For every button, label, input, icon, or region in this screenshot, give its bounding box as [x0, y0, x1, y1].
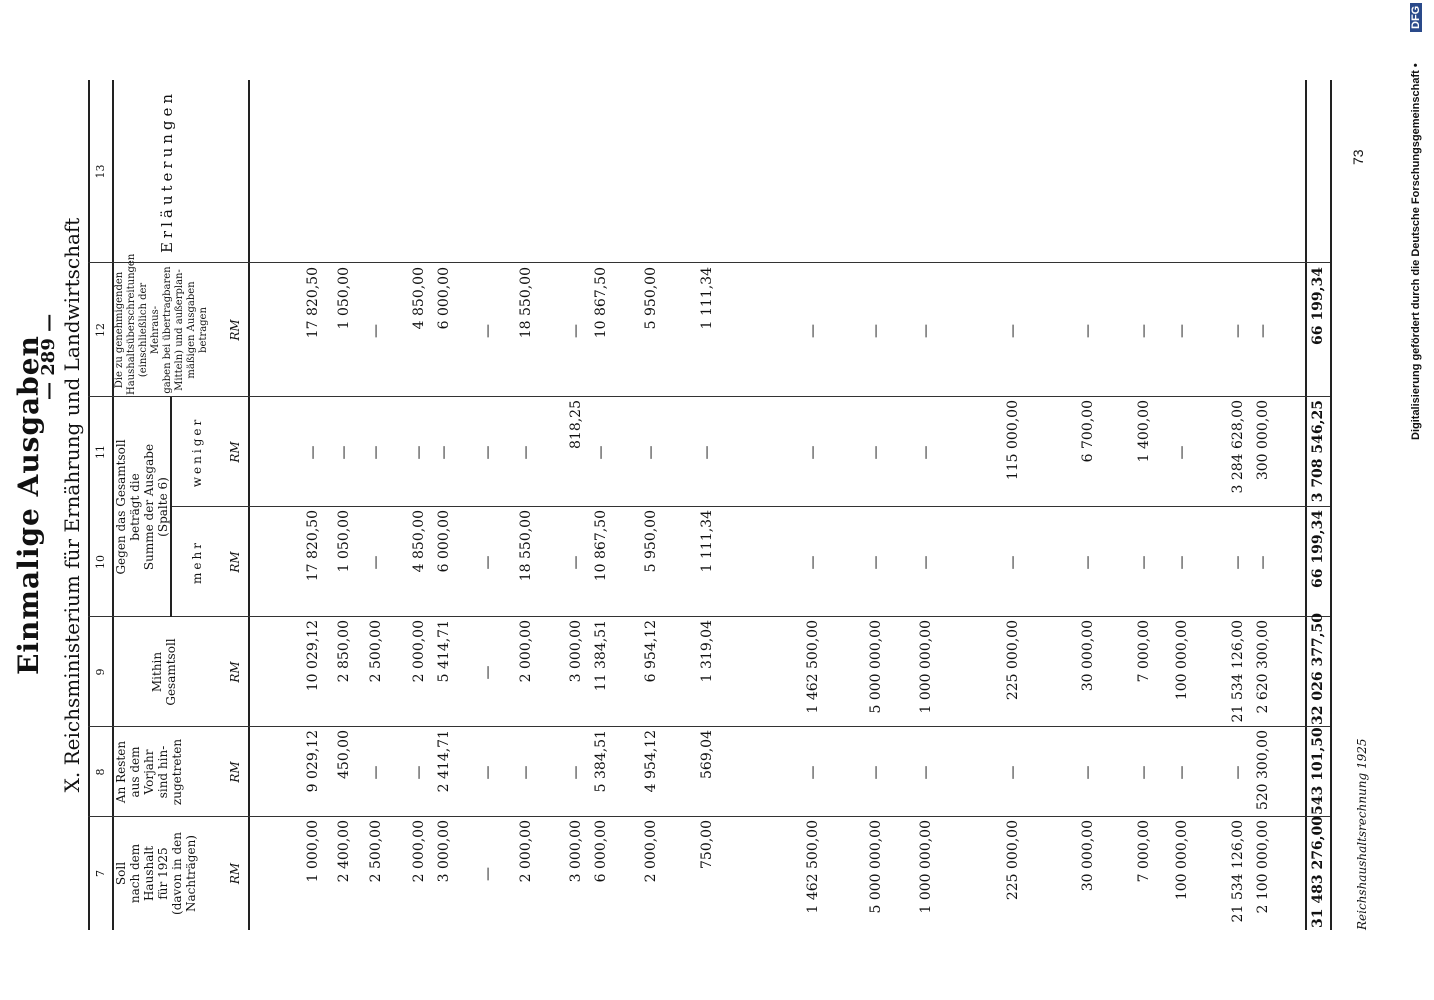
unit-8: RM: [228, 761, 242, 783]
cell-row13-c10: 18 550,00: [517, 510, 534, 582]
total-c7: 31 483 276,00: [1310, 815, 1326, 928]
total-c8: 543 101,50: [1310, 727, 1326, 815]
cell-row1-c9: 21 534 126,00: [1230, 620, 1246, 723]
unit-9: RM: [228, 661, 242, 683]
cell-row7-c7: 5 000 000,00: [867, 820, 884, 914]
cell-row18-c9: 2 850,00: [336, 620, 353, 683]
cell-row17-c9: 2 500,00: [367, 620, 384, 683]
col-divider-10: [170, 506, 1330, 507]
cell-row0-c11: 300 000,00: [1255, 400, 1271, 481]
cell-row16-c7: 2 000,00: [411, 820, 428, 883]
unit-10: RM: [228, 551, 242, 573]
cell-row5-c7: 225 000,00: [1005, 820, 1021, 901]
cell-row19-c10: 17 820,50: [305, 510, 321, 582]
cell-row16-c8: —: [411, 765, 428, 780]
cell-row9-c10: 1 111,34: [698, 510, 715, 573]
cell-row10-c9: 6 954,12: [642, 620, 659, 683]
cell-row18-c7: 2 400,00: [336, 820, 353, 883]
header-rule: [248, 80, 250, 930]
cell-row10-c8: 4 954,12: [642, 730, 659, 793]
cell-row15-c11: —: [436, 445, 453, 460]
cell-row0-c10: —: [1255, 555, 1271, 570]
cell-row18-c12: 1 050,00: [336, 267, 353, 330]
cell-row13-c8: —: [517, 765, 534, 780]
cell-row17-c10: —: [367, 555, 384, 570]
group-rule: [170, 397, 172, 617]
cell-row19-c7: 1 000,00: [305, 820, 321, 883]
cell-row12-c9: 3 000,00: [567, 620, 584, 683]
cell-row9-c9: 1 319,04: [698, 620, 715, 683]
folio-number: 73: [1350, 149, 1366, 165]
cell-row2-c7: 100 000,00: [1173, 820, 1190, 901]
cell-row14-c11: —: [480, 445, 496, 460]
cell-row11-c8: 5 384,51: [592, 730, 609, 793]
page-subheading: X. Reichsministerium für Ernährung und Landwirtschaft: [60, 217, 84, 793]
cell-row3-c11: 1 400,00: [1136, 400, 1153, 463]
cell-row4-c7: 30 000,00: [1080, 820, 1096, 892]
cell-row9-c7: 750,00: [698, 820, 715, 869]
header-ueberschreitungen: Die zu genehmigenden Haushaltsüberschreitungen (einschließlich der Mehraus- gaben bei übertragbaren Mitteln) und außerplan- mäßigen Ausgaben betragen: [114, 253, 209, 395]
cell-row6-c12: —: [917, 324, 934, 338]
cell-row1-c12: —: [1230, 324, 1246, 338]
cell-row8-c12: —: [805, 324, 821, 338]
cell-row12-c12: —: [567, 324, 584, 338]
cell-row19-c12: 17 820,50: [305, 267, 321, 339]
colno-10: 10: [94, 555, 107, 569]
cell-row15-c9: 5 414,71: [436, 620, 453, 683]
cell-row19-c11: —: [305, 445, 321, 460]
cell-row6-c7: 1 000 000,00: [917, 820, 934, 914]
cell-row17-c12: —: [367, 324, 384, 338]
cell-row8-c11: —: [805, 445, 821, 460]
totals-rule: [1305, 80, 1307, 930]
header-gesamtsoll: Mithin Gesamtsoll: [150, 638, 178, 706]
cell-row1-c10: —: [1230, 555, 1246, 570]
cell-row6-c10: —: [917, 555, 934, 570]
cell-row6-c9: 1 000 000,00: [917, 620, 934, 714]
page-footer: Reichshaushaltsrechnung 1925: [1355, 738, 1369, 930]
header-weniger: weniger: [190, 416, 204, 488]
cell-row16-c12: 4 850,00: [411, 267, 428, 330]
cell-row10-c10: 5 950,00: [642, 510, 659, 573]
cell-row14-c9: —: [480, 665, 496, 680]
header-soll: Soll nach dem Haushalt für 1925 (davon in den Nachträgen): [114, 832, 198, 915]
col-divider-11: [88, 396, 1330, 397]
cell-row13-c12: 18 550,00: [517, 267, 534, 339]
cell-row15-c7: 3 000,00: [436, 820, 453, 883]
cell-row15-c10: 6 000,00: [436, 510, 453, 573]
cell-row14-c12: —: [480, 324, 496, 338]
cell-row12-c11: 818,25: [567, 400, 584, 449]
cell-row13-c7: 2 000,00: [517, 820, 534, 883]
cell-row18-c8: 450,00: [336, 730, 353, 779]
cell-row11-c9: 11 384,51: [592, 620, 609, 692]
header-reste: An Resten aus dem Vorjahr sind hin- zugetreten: [114, 738, 184, 806]
cell-row15-c8: 2 414,71: [436, 730, 453, 793]
cell-row4-c11: 6 700,00: [1080, 400, 1096, 463]
cell-row1-c11: 3 284 628,00: [1230, 400, 1246, 494]
cell-row17-c7: 2 500,00: [367, 820, 384, 883]
cell-row5-c9: 225 000,00: [1005, 620, 1021, 701]
colno-7: 7: [94, 870, 107, 877]
cell-row11-c10: 10 867,50: [592, 510, 609, 582]
cell-row12-c10: —: [567, 555, 584, 570]
cell-row3-c9: 7 000,00: [1136, 620, 1153, 683]
cell-row0-c7: 2 100 000,00: [1255, 820, 1271, 914]
cell-row1-c8: —: [1230, 765, 1246, 780]
colno-12: 12: [94, 323, 107, 337]
cell-row5-c8: —: [1005, 765, 1021, 780]
bottom-rule: [1330, 80, 1332, 930]
header-group: Gegen das Gesamtsoll beträgt die Summe der Ausgabe (Spalte 6): [114, 439, 170, 575]
cell-row7-c9: 5 000 000,00: [867, 620, 884, 714]
cell-row8-c7: 1 462 500,00: [805, 820, 821, 914]
cell-row13-c11: —: [517, 445, 534, 460]
cell-row0-c8: 520 300,00: [1255, 730, 1271, 811]
cell-row2-c10: —: [1173, 555, 1190, 570]
colno-11: 11: [94, 445, 107, 459]
cell-row11-c12: 10 867,50: [592, 267, 609, 339]
cell-row7-c10: —: [867, 555, 884, 570]
header-erlaeuterungen: Erläuterungen: [158, 89, 176, 254]
cell-row10-c12: 5 950,00: [642, 267, 659, 330]
unit-12: RM: [228, 319, 242, 341]
cell-row18-c11: —: [336, 445, 353, 460]
cell-row11-c11: —: [592, 445, 609, 460]
cell-row16-c10: 4 850,00: [411, 510, 428, 573]
cell-row9-c11: —: [698, 445, 715, 460]
page-heading: Einmalige Ausgaben: [12, 335, 45, 675]
cell-row9-c12: 1 111,34: [698, 267, 715, 330]
cell-row3-c10: —: [1136, 555, 1153, 570]
cell-row8-c10: —: [805, 555, 821, 570]
cell-row14-c8: —: [480, 765, 496, 780]
cell-row14-c7: —: [480, 867, 496, 881]
table-frame: [88, 80, 1352, 930]
header-mehr: mehr: [190, 540, 204, 584]
cell-row15-c12: 6 000,00: [436, 267, 453, 330]
cell-row5-c12: —: [1005, 324, 1021, 338]
col-divider-7: [88, 816, 1330, 817]
cell-row6-c8: —: [917, 765, 934, 780]
cell-row5-c10: —: [1005, 555, 1021, 570]
cell-row14-c10: —: [480, 555, 496, 570]
cell-row4-c9: 30 000,00: [1080, 620, 1096, 692]
cell-row4-c12: —: [1080, 324, 1096, 338]
cell-row3-c7: 7 000,00: [1136, 820, 1153, 883]
cell-row0-c9: 2 620 300,00: [1255, 620, 1271, 714]
cell-row19-c9: 10 029,12: [305, 620, 321, 692]
cell-row1-c7: 21 534 126,00: [1230, 820, 1246, 923]
cell-row13-c9: 2 000,00: [517, 620, 534, 683]
total-c10: 66 199,34: [1310, 510, 1326, 588]
cell-row4-c10: —: [1080, 555, 1096, 570]
unit-7: RM: [228, 862, 242, 885]
cell-row12-c8: —: [567, 765, 584, 780]
cell-row19-c8: 9 029,12: [305, 730, 321, 793]
col-divider-9: [88, 616, 1330, 617]
col-divider-8: [88, 726, 1330, 727]
colno-8: 8: [94, 768, 107, 776]
cell-row9-c8: 569,04: [698, 730, 715, 779]
cell-row5-c11: 115 000,00: [1005, 400, 1021, 481]
cell-row0-c12: —: [1255, 324, 1271, 338]
cell-row8-c9: 1 462 500,00: [805, 620, 821, 714]
cell-row16-c9: 2 000,00: [411, 620, 428, 683]
cell-row2-c12: —: [1173, 324, 1190, 338]
cell-row7-c8: —: [867, 765, 884, 780]
colno-9: 9: [94, 668, 107, 676]
cell-row3-c12: —: [1136, 324, 1153, 338]
cell-row2-c8: —: [1173, 765, 1190, 780]
cell-row17-c11: —: [367, 445, 384, 460]
cell-row2-c11: —: [1173, 445, 1190, 460]
cell-row7-c11: —: [867, 445, 884, 460]
total-c9: 32 026 377,50: [1310, 612, 1326, 725]
page-number: — 289 —: [38, 313, 59, 400]
cell-row8-c8: —: [805, 765, 821, 780]
unit-11: RM: [228, 441, 242, 463]
cell-row18-c10: 1 050,00: [336, 510, 353, 573]
cell-row11-c7: 6 000,00: [592, 820, 609, 883]
colno-13: 13: [94, 164, 107, 179]
total-c12: 66 199,34: [1310, 267, 1326, 345]
cell-row16-c11: —: [411, 445, 428, 460]
total-c11: 3 708 546,25: [1310, 400, 1326, 503]
cell-row7-c12: —: [867, 324, 884, 338]
cell-row12-c7: 3 000,00: [567, 820, 584, 883]
cell-row10-c11: —: [642, 445, 659, 460]
cell-row6-c11: —: [917, 445, 934, 460]
cell-row17-c8: —: [367, 765, 384, 780]
dfg-note: Digitalisierung gefördert durch die Deutsche Forschungsgemeinschaft •: [1410, 63, 1422, 440]
dfg-logo: DFG: [1410, 3, 1422, 32]
cell-row4-c8: —: [1080, 765, 1096, 780]
cell-row10-c7: 2 000,00: [642, 820, 659, 883]
cell-row2-c9: 100 000,00: [1173, 620, 1190, 701]
cell-row3-c8: —: [1136, 765, 1153, 780]
col-divider-12: [88, 262, 1330, 263]
